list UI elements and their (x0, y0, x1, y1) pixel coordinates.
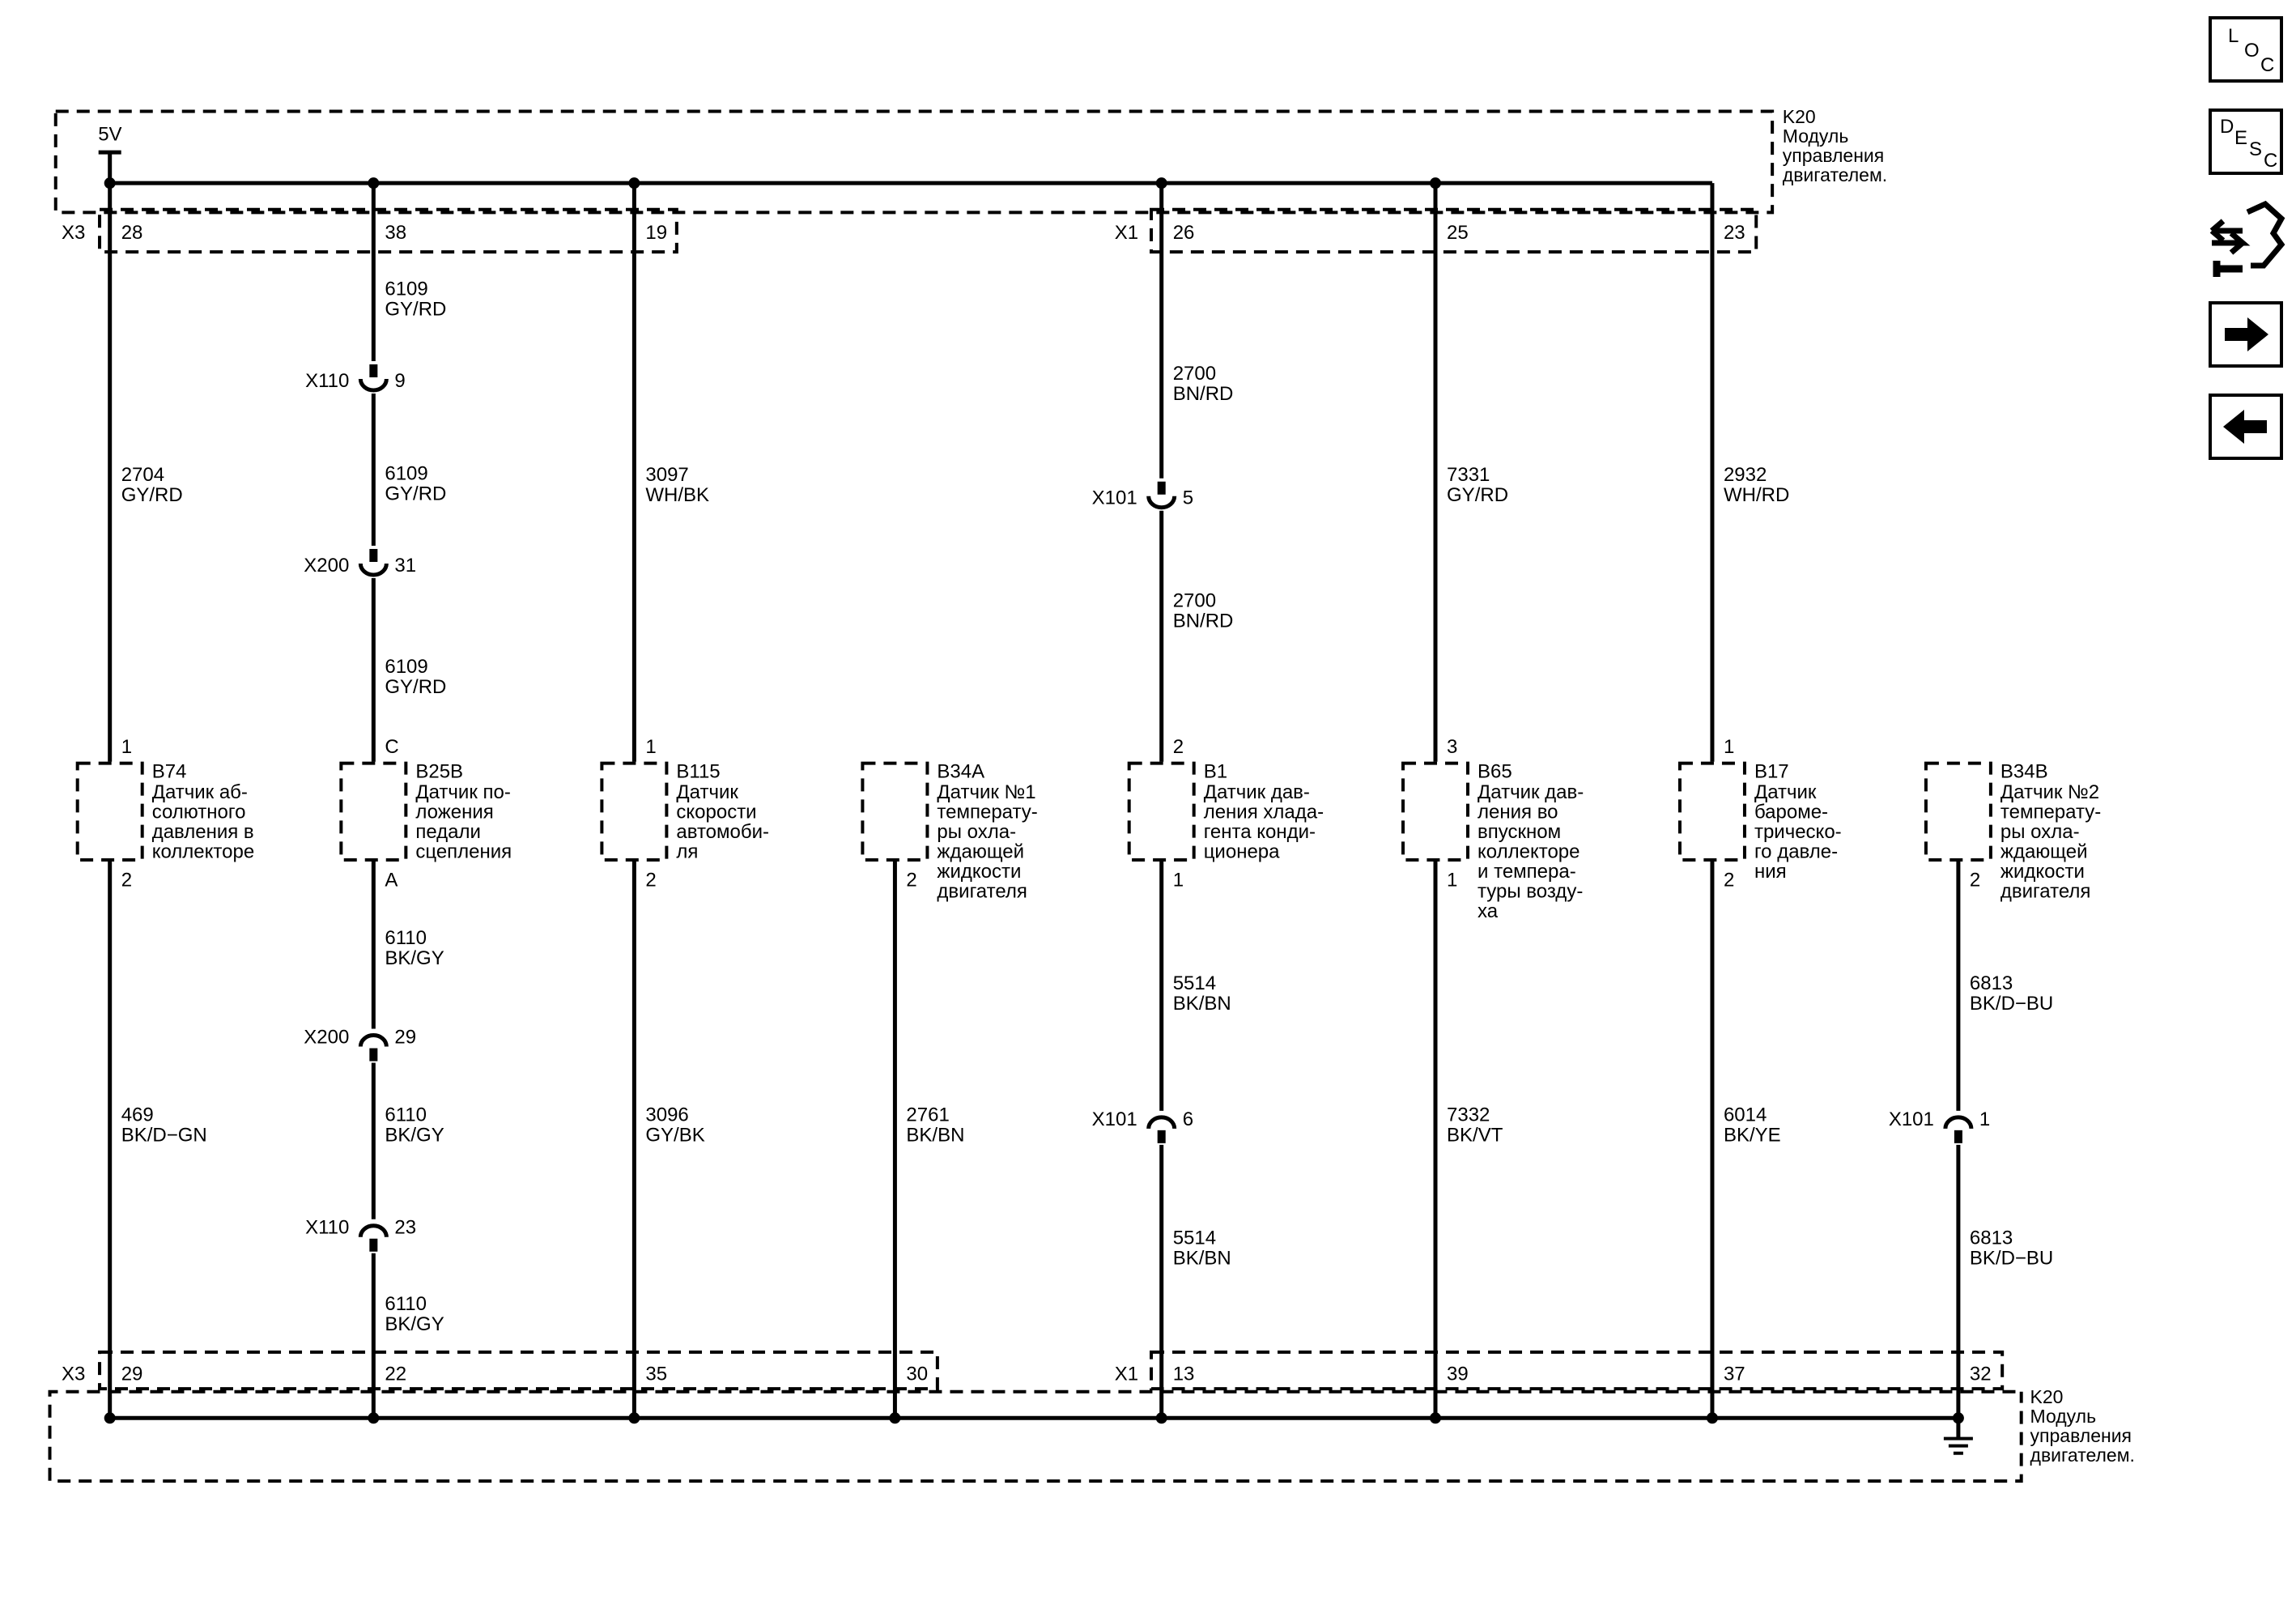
module-pin-bottom: 13 (1172, 1363, 1195, 1385)
connector-label: X3 (61, 221, 86, 244)
module-pin-bottom: 37 (1723, 1363, 1745, 1385)
sensor-description: трическо- (1754, 821, 1842, 844)
sensor-description: Датчик №2 (2000, 781, 2100, 804)
sensor-pin-top: 1 (121, 735, 133, 758)
module-k20-bottom (50, 1352, 2135, 1481)
wire-circuit-number: 6109 (385, 462, 428, 485)
wire-circuit-number: 2932 (1723, 464, 1767, 487)
inline-connector-pin: 9 (394, 370, 406, 393)
location-button-letter: O (2244, 40, 2260, 62)
sensor-box (341, 764, 406, 860)
module-pin-top: 25 (1447, 221, 1469, 244)
module-top-label: двигателем. (1782, 164, 1888, 185)
sensor-description: температу- (937, 801, 1038, 823)
sensor-description: ры охла- (2000, 821, 2080, 844)
sensor-id: B34B (2000, 760, 2048, 783)
inline-connector-pin: 29 (394, 1026, 417, 1049)
sensor-description: ры охла- (937, 821, 1017, 844)
sensor-description: и темпера- (1478, 861, 1576, 883)
wire-circuit-number: 2704 (121, 464, 165, 487)
sensor-description: ля (676, 840, 699, 863)
wire-circuit-number: 6110 (385, 1104, 427, 1126)
inline-connector-id: X101 (1091, 487, 1137, 509)
circuit-b25b (304, 183, 512, 1418)
sensor-description: коллекторе (151, 840, 255, 863)
module-outline (56, 111, 1772, 212)
inline-connector (1092, 1108, 1193, 1143)
wire-color: GY/BK (645, 1124, 705, 1147)
module-pin-top: 19 (645, 221, 668, 244)
module-pin-bottom: 32 (1969, 1363, 1992, 1385)
sensor-description: впускном (1478, 821, 1562, 844)
wire-circuit-number: 6109 (385, 656, 428, 679)
sensor-description: Датчик дав- (1478, 781, 1584, 804)
circuit-b74 (78, 183, 254, 1418)
sensor-description: сцепления (415, 840, 512, 863)
sensor-box (1926, 764, 1991, 860)
inline-connector-pin: 23 (394, 1216, 417, 1239)
circuit-b34b (1889, 761, 2101, 1419)
sensor-description: ждающей (937, 840, 1025, 863)
wire-color: BK/GY (385, 1313, 444, 1336)
navigation-panel (2210, 18, 2281, 458)
sensor-description: автомоби- (676, 821, 770, 844)
wire-circuit-number: 6110 (385, 926, 427, 949)
sensor-id: B1 (1203, 760, 1228, 783)
description-button-letter: E (2234, 127, 2248, 149)
sensor-description: ния (1754, 861, 1787, 883)
module-bottom-label: Модуль (2030, 1406, 2097, 1428)
module-outline (50, 1392, 2022, 1481)
wire-circuit-number: 6813 (1969, 1227, 2013, 1249)
sensor-pin-bottom: 2 (121, 869, 133, 891)
wire-circuit-number: 6109 (385, 278, 428, 300)
sensor-pin-top: C (385, 735, 399, 758)
sensor-description: Датчик (1754, 781, 1817, 804)
wire-circuit-number: 6110 (385, 1293, 427, 1316)
wire-color: BK/GY (385, 1124, 444, 1147)
connector-x1-bottom (1151, 1352, 2002, 1389)
module-pin-top: 28 (121, 221, 143, 244)
sensor-description: коллекторе (1478, 840, 1580, 863)
circuit-b17 (1680, 183, 1842, 1418)
sensor-pin-bottom: 2 (1723, 869, 1735, 891)
wire-color: BK/BN (1172, 992, 1231, 1015)
sensor-box (1403, 764, 1468, 860)
inline-connector-id: X101 (1888, 1108, 1934, 1130)
wire-circuit-number: 469 (121, 1104, 154, 1126)
sensor-pin-bottom: 2 (906, 869, 917, 891)
sensor-description: ха (1478, 900, 1499, 923)
wire-circuit-number: 7332 (1447, 1104, 1490, 1126)
sensor-description: жидкости (2000, 861, 2085, 883)
inline-connector-id: X110 (305, 370, 350, 393)
description-button[interactable] (2210, 110, 2281, 173)
wire-color: GY/RD (385, 676, 447, 699)
inline-connector-id: X101 (1091, 1108, 1137, 1130)
wire-color: BK/GY (385, 947, 444, 969)
wire-circuit-number: 2700 (1172, 589, 1217, 612)
sensor-description: туры возду- (1478, 880, 1584, 903)
wire-color: BK/D−BU (1969, 992, 2054, 1015)
module-top-label: Модуль (1782, 125, 1849, 147)
connector-pin-icon (369, 364, 377, 377)
sensor-box (78, 764, 142, 860)
wire-color: GY/RD (121, 484, 183, 507)
next-page-arrow-icon[interactable] (2210, 303, 2281, 366)
inline-connector (305, 1217, 416, 1252)
wire-color: BK/D−GN (121, 1124, 207, 1147)
inline-connector (305, 364, 406, 392)
sensor-description: двигателя (937, 880, 1027, 903)
sensor-description: Датчик аб- (151, 781, 248, 804)
wire-color: WH/RD (1723, 484, 1790, 507)
sensor-description: Датчик №1 (937, 781, 1036, 804)
wire-color: BK/YE (1723, 1124, 1781, 1147)
inline-connector-pin: 5 (1182, 487, 1194, 509)
connector-x3-bottom (100, 1352, 938, 1389)
connector-pin-icon (369, 1049, 377, 1062)
description-button-letter: C (2264, 150, 2278, 172)
sensor-pin-top: 1 (1723, 735, 1735, 758)
wire-circuit-number: 5514 (1172, 1227, 1217, 1249)
inline-connector-id: X200 (304, 1026, 350, 1049)
connector-label: X1 (1114, 1363, 1139, 1385)
wire-circuit-number: 6813 (1969, 972, 2013, 994)
wire-color: GY/RD (385, 298, 447, 321)
wire-circuit-number: 3097 (645, 464, 689, 487)
sensor-description: ложения (415, 801, 494, 823)
sensor-id: B74 (151, 760, 187, 783)
wire-circuit-number: 7331 (1447, 464, 1490, 487)
wire-circuit-number: 3096 (645, 1104, 689, 1126)
sensor-id: B25B (415, 760, 464, 783)
inline-connector-pin: 6 (1182, 1108, 1194, 1130)
sensor-pin-bottom: A (385, 869, 398, 891)
sensor-pin-bottom: 2 (1969, 869, 1981, 891)
connector-pin-icon (369, 1239, 377, 1252)
connector-pin-icon (369, 549, 377, 562)
module-pin-bottom: 35 (645, 1363, 668, 1385)
module-pin-bottom: 29 (121, 1363, 143, 1385)
sensor-description: двигателя (2000, 880, 2091, 903)
wire-color: GY/RD (1447, 484, 1509, 507)
location-button[interactable] (2210, 18, 2281, 81)
sensor-pin-bottom: 1 (1172, 869, 1184, 891)
module-pin-bottom: 22 (385, 1363, 407, 1385)
sensor-description: Датчик (676, 781, 738, 804)
connector-pin-icon (1954, 1130, 1962, 1143)
sensor-description: Датчик дав- (1203, 781, 1310, 804)
sensor-id: B115 (676, 760, 721, 783)
sensor-id: B65 (1478, 760, 1512, 783)
module-bottom-label: K20 (2030, 1386, 2064, 1408)
inline-connector (1092, 482, 1193, 509)
inline-connector-id: X200 (304, 554, 350, 577)
sensor-box (1129, 764, 1194, 860)
sensor-description: бароме- (1754, 801, 1829, 823)
sensor-description: педали (415, 821, 481, 844)
wire-color: BK/BN (1172, 1247, 1231, 1270)
wire-circuit-number: 2700 (1172, 363, 1217, 385)
supply-voltage-label: 5V (98, 123, 122, 146)
sensor-pin-top: 3 (1447, 735, 1458, 758)
connector-pin-icon (1158, 482, 1166, 495)
sensor-description: скорости (676, 801, 757, 823)
wire-color: BK/VT (1447, 1124, 1503, 1147)
inline-connector-id: X110 (305, 1216, 350, 1239)
description-button-letter: D (2220, 116, 2234, 138)
sensor-description: гента конди- (1203, 821, 1316, 844)
module-pin-bottom: 39 (1447, 1363, 1469, 1385)
connector-label: X1 (1114, 221, 1139, 244)
sensor-pin-bottom: 1 (1447, 869, 1458, 891)
sensor-description: ционера (1203, 840, 1280, 863)
wire-circuit-number: 5514 (1172, 972, 1217, 994)
wire-color: GY/RD (385, 483, 447, 505)
sensor-pin-bottom: 2 (645, 869, 657, 891)
sensor-description: температу- (2000, 801, 2102, 823)
wire-circuit-number: 6014 (1723, 1104, 1767, 1126)
sensor-description: ления во (1478, 801, 1558, 823)
sensor-description: ления хлада- (1203, 801, 1324, 823)
module-k20-top (56, 106, 1887, 252)
inline-connector (304, 1027, 416, 1062)
sensor-box (602, 764, 666, 860)
inline-connector-pin: 31 (394, 554, 417, 577)
wire-color: BK/D−BU (1969, 1247, 2054, 1270)
wire-color: WH/BK (645, 484, 710, 507)
circuit-b34a (862, 761, 1037, 1419)
description-button-letter: S (2249, 138, 2263, 160)
module-bottom-label: управления (2030, 1425, 2132, 1447)
inline-connector (304, 549, 416, 577)
wire-circuit-number: 2761 (906, 1104, 950, 1126)
sensor-box (1680, 764, 1745, 860)
inline-connector (1889, 1108, 1990, 1143)
module-top-label: управления (1782, 144, 1885, 166)
module-bottom-label: двигателем. (2030, 1445, 2135, 1466)
sensor-pin-top: 1 (645, 735, 657, 758)
circuit-b1 (1092, 183, 1324, 1418)
connector-end-view-icon[interactable] (2212, 204, 2281, 277)
location-button-letter: C (2260, 54, 2275, 76)
module-pin-top: 26 (1172, 221, 1195, 244)
wire-color: BN/RD (1172, 383, 1234, 406)
wire-color: BK/BN (906, 1124, 965, 1147)
previous-page-arrow-icon[interactable] (2210, 395, 2281, 458)
module-top-label: K20 (1782, 105, 1816, 127)
sensor-description: ждающей (2000, 840, 2088, 863)
module-pin-top: 23 (1723, 221, 1745, 244)
sensor-description: го давле- (1754, 840, 1839, 863)
inline-connector-pin: 1 (1979, 1108, 1991, 1130)
sensor-pin-top: 2 (1172, 735, 1184, 758)
sensor-description: давления в (151, 821, 254, 844)
circuit-b115 (602, 183, 769, 1418)
wire-color: BN/RD (1172, 610, 1234, 632)
module-pin-bottom: 30 (906, 1363, 929, 1385)
sensor-description: солютного (151, 801, 246, 823)
sensor-id: B34A (937, 760, 985, 783)
circuit-b65 (1403, 183, 1584, 1418)
sensor-description: жидкости (937, 861, 1022, 883)
location-button-letter: L (2228, 25, 2239, 47)
module-pin-top: 38 (385, 221, 407, 244)
sensor-id: B17 (1754, 760, 1789, 783)
connector-pin-icon (1158, 1130, 1166, 1143)
sensor-box (862, 764, 927, 860)
connector-label: X3 (61, 1363, 86, 1385)
sensor-description: Датчик по- (415, 781, 511, 804)
